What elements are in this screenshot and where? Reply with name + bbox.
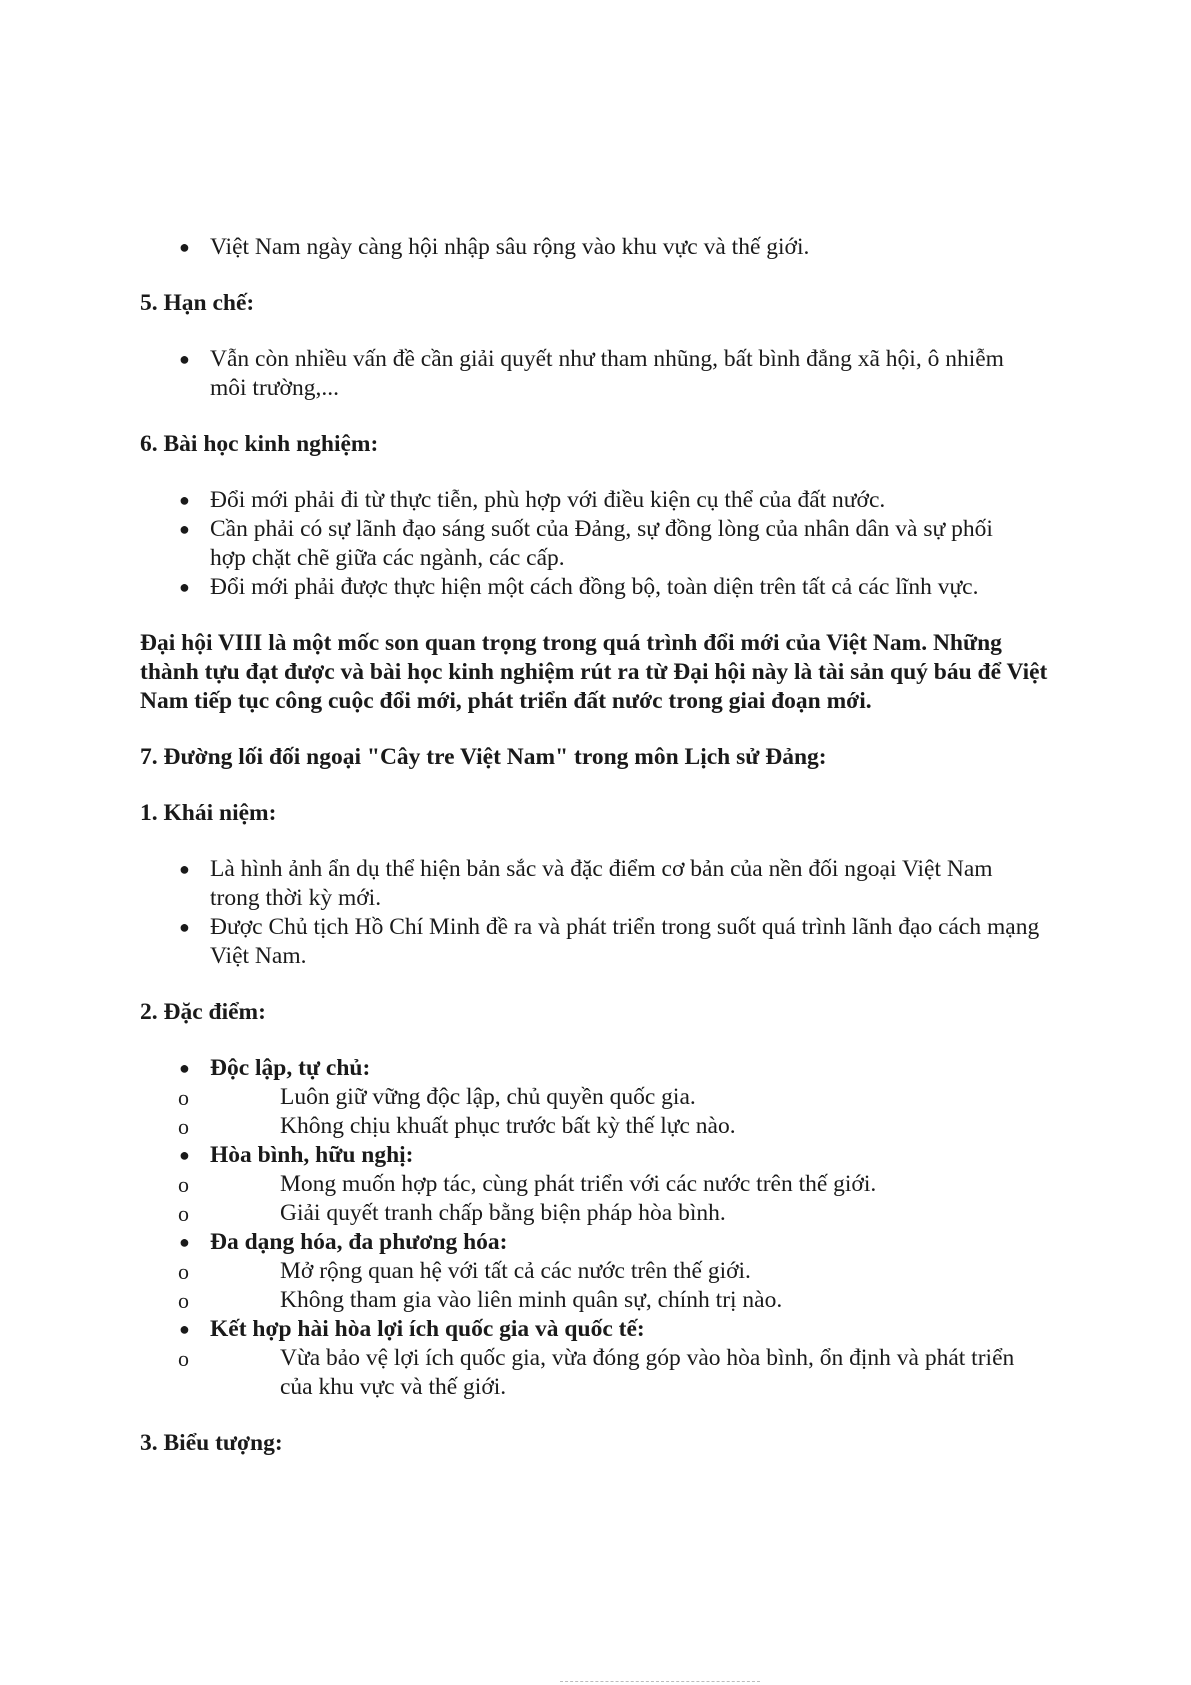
list-item: ● Việt Nam ngày càng hội nhập sâu rộng vào khu vực và thế giới. bbox=[140, 233, 1060, 262]
list-item: ● Được Chủ tịch Hồ Chí Minh đề ra và phát triển trong suốt quá trình lãnh đạo cách mạng Việt Nam. bbox=[140, 913, 1060, 971]
feature-sublist bbox=[140, 1257, 1060, 1315]
feature-sublist bbox=[140, 1170, 1060, 1228]
list-item: ● Đổi mới phải đi từ thực tiễn, phù hợp với điều kiện cụ thể của đất nước. bbox=[140, 486, 1060, 515]
list-item: ● Đổi mới phải được thực hiện một cách đồng bộ, toàn diện trên tất cả các lĩnh vực. bbox=[140, 573, 1060, 602]
feature-sublist bbox=[140, 1083, 1060, 1141]
feature-sublist bbox=[140, 1344, 1060, 1402]
subsection-heading-concept: 1. Khái niệm: bbox=[140, 800, 277, 826]
feature-item bbox=[140, 1315, 1060, 1402]
subsection-heading-symbol: 3. Biểu tượng: bbox=[140, 1430, 283, 1456]
sub-item: o Mở rộng quan hệ với tất cả các nước trên thế giới. bbox=[140, 1257, 1060, 1286]
intro-list bbox=[140, 233, 1060, 262]
sub-item: o Không tham gia vào liên minh quân sự, chính trị nào. bbox=[140, 1286, 1060, 1315]
feature-item bbox=[140, 1228, 1060, 1315]
lessons-list bbox=[140, 486, 1060, 602]
feature-label: Kết hợp hài hòa lợi ích quốc gia và quốc tế: bbox=[210, 1316, 645, 1342]
limitations-list bbox=[140, 345, 1060, 403]
sub-item: o Giải quyết tranh chấp bằng biện pháp hòa bình. bbox=[140, 1199, 1060, 1228]
section-heading-lessons: 6. Bài học kinh nghiệm: bbox=[140, 431, 379, 457]
feature-label: Hòa bình, hữu nghị: bbox=[210, 1142, 414, 1168]
list-item: ● Là hình ảnh ẩn dụ thể hiện bản sắc và đặc điểm cơ bản của nền đối ngoại Việt Nam trong thời kỳ mới. bbox=[140, 855, 1060, 913]
feature-label: Độc lập, tự chủ: bbox=[210, 1055, 371, 1081]
feature-item bbox=[140, 1054, 1060, 1141]
feature-label: Đa dạng hóa, đa phương hóa: bbox=[210, 1229, 508, 1255]
document-page bbox=[140, 233, 1060, 1458]
feature-item bbox=[140, 1141, 1060, 1228]
list-item: ● Cần phải có sự lãnh đạo sáng suốt của Đảng, sự đồng lòng của nhân dân và sự phối hợp chặt chẽ giữa các ngành, các cấp. bbox=[140, 515, 1060, 573]
subsection-heading-features: 2. Đặc điểm: bbox=[140, 999, 266, 1025]
section-heading-limitations: 5. Hạn chế: bbox=[140, 290, 255, 316]
sub-item: o Luôn giữ vững độc lập, chủ quyền quốc gia. bbox=[140, 1083, 1060, 1112]
features-list bbox=[140, 1054, 1060, 1402]
sub-item: o Mong muốn hợp tác, cùng phát triển với các nước trên thế giới. bbox=[140, 1170, 1060, 1199]
concept-list bbox=[140, 855, 1060, 971]
list-item: ● Vẫn còn nhiều vấn đề cần giải quyết như tham nhũng, bất bình đẳng xã hội, ô nhiễm môi trường,... bbox=[140, 345, 1060, 403]
sub-item: o Không chịu khuất phục trước bất kỳ thế lực nào. bbox=[140, 1112, 1060, 1141]
sub-item: o Vừa bảo vệ lợi ích quốc gia, vừa đóng góp vào hòa bình, ổn định và phát triển của khu vực và thế giới. bbox=[140, 1344, 1060, 1402]
section-heading-bamboo-policy: 7. Đường lối đối ngoại "Cây tre Việt Nam" trong môn Lịch sử Đảng: bbox=[140, 744, 827, 770]
page-bottom-divider bbox=[560, 1681, 760, 1682]
conclusion-paragraph: Đại hội VIII là một mốc son quan trọng trong quá trình đổi mới của Việt Nam. Những thành tựu đạt được và bài học kinh nghiệm rút ra từ Đại hội này là tài sản quý báu để Việt Nam tiếp tục công cuộc đổi mới, phát triển đất nước trong giai đoạn mới. bbox=[140, 630, 1048, 714]
